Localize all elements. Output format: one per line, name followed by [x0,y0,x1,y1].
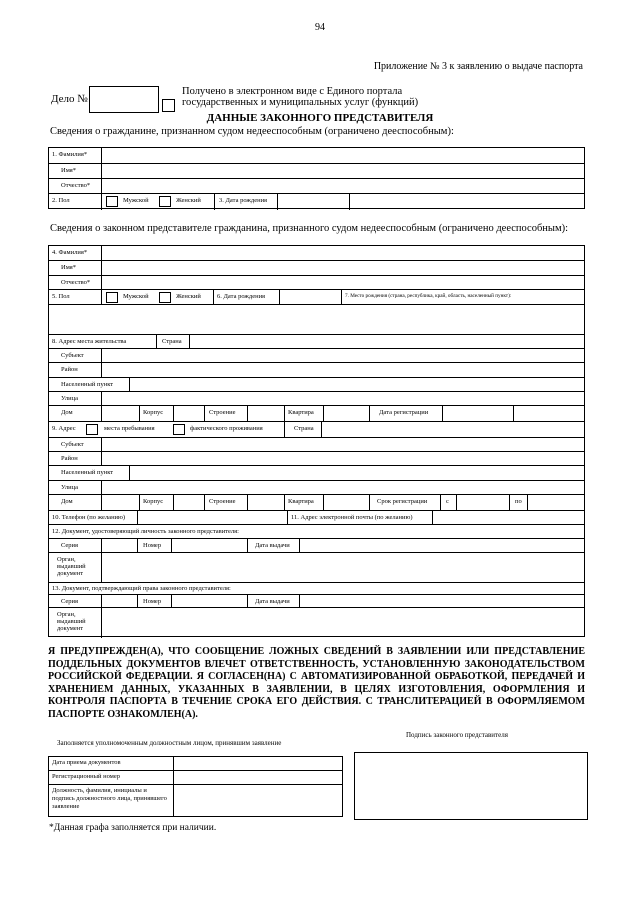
addr9-locality-row [49,465,584,481]
addr9-street-label: Улица [61,484,78,491]
official-position-field[interactable] [174,785,342,816]
doc13-label: 13. Документ, подтверждающий права законного представителя: [52,585,231,592]
addr8-country-label: Страна [162,338,182,345]
rep-surname-label: 4. Фамилия* [52,249,88,256]
addr9-flat-label: Квартира [288,498,314,505]
representative-form [48,245,585,637]
addr8-row [49,334,584,349]
page-number: 94 [315,22,325,33]
doc13-issuer-label: Орган, выдавший документ [57,611,86,632]
name-field[interactable] [102,164,584,179]
addr9-structure-label: Строение [209,498,236,505]
official-position-row [49,784,342,816]
fact-checkbox[interactable] [173,424,185,435]
delo-number-field[interactable] [89,86,159,113]
addr8-street-label: Улица [61,395,78,402]
doc12-date-label: Дата выдачи [255,542,290,549]
addr8-regdate-label: Дата регистрации [379,409,429,416]
rep-male-checkbox[interactable] [106,292,118,303]
form-title: ДАННЫЕ ЗАКОННОГО ПРЕДСТАВИТЕЛЯ [206,112,434,124]
addr9-district-label: Район [61,455,78,462]
official-position-label: Должность, фамилия, инициалы и подпись должностного лица, принявшего заявление [49,785,174,816]
addr8-locality-label: Населенный пункт [61,381,114,388]
portal-text-line-1: Получено в электронном виде с Единого портала [182,86,403,97]
addr9-house-row [49,494,584,511]
addr9-row [49,421,584,438]
name-label: Имя* [61,167,77,174]
addr9-locality-label: Населенный пункт [61,469,114,476]
addr9-house-label: Дом [61,498,73,505]
patronymic-label: Отчество* [61,182,91,189]
addr8-building-label: Корпус [143,409,164,416]
female-label: Женский [176,197,201,204]
section2-heading: Сведения о законном представителе гражданина, признанного судом недееспособным (ограничено дееспособным): [50,223,569,234]
rep-female-checkbox[interactable] [159,292,171,303]
sex-row [49,193,584,210]
dob-label: 3. Дата рождения [219,197,268,204]
portal-text [182,86,418,108]
warning-text: Я ПРЕДУПРЕЖДЕН(А), ЧТО СООБЩЕНИЕ ЛОЖНЫХ СВЕДЕНИЙ В ЗАЯВЛЕНИИ ИЛИ ПРЕДСТАВЛЕНИЕ ПОДДЕЛЬНЫХ ДОКУМЕНТОВ ВЛЕЧЕТ ОТВЕТСТВЕННОСТЬ, УСТАНОВЛЕННУЮ ЗАКОНОДАТЕЛЬСТВОМ РОССИЙСКОЙ ФЕДЕРАЦИИ. Я СОГЛАСЕН(НА) С АВТОМАТИЗИРОВАННОЙ ОБРАБОТКОЙ, ПЕРЕДАЧЕЙ И ХРАНЕНИЕМ ДАННЫХ, УКАЗАННЫХ В ЗАЯВЛЕНИИ, В ЦЕЛЯХ ИЗГОТОВЛЕНИЯ, ОФОРМЛЕНИЯ И КОНТРОЛЯ ПАСПОРТА В ТЕЧЕНИЕ СРОКА ЕГО ДЕЙСТВИЯ. С ТРАНСЛИТЕРАЦИЕЙ В ОФОРМЛЯЕМОМ ПАСПОРТЕ ОЗНАКОМЛЕН(А). [48,646,585,720]
addr9-country-label: Страна [294,425,314,432]
surname-field[interactable] [102,148,584,163]
doc12-issuer-label: Орган, выдавший документ [57,556,86,577]
sex-label: 2. Пол [52,197,70,204]
rep-sex-label: 5. Пол [52,293,70,300]
addr8-subject-row [49,348,584,363]
rep-surname-row [49,246,584,260]
addr9-regperiod-label: Срок регистрации [377,498,428,505]
addr8-flat-label: Квартира [288,409,314,416]
name-row [49,163,584,179]
signature-label: Подпись законного представителя [406,731,508,739]
rep-name-field[interactable] [102,261,584,276]
email-label: 11. Адрес электронной почты (по желанию) [291,514,413,521]
delo-label: Дело № [51,93,88,105]
patronymic-row [49,178,584,194]
addr8-structure-label: Строение [209,409,236,416]
pob-label: 7. Место рождения (страна, республика, край, область, населенный пункт): [345,293,512,299]
addr8-district-row [49,362,584,378]
addr9-subject-label: Субъект [61,441,84,448]
addr8-district-label: Район [61,366,78,373]
section1-heading: Сведения о гражданине, признанном судом недееспособным (ограничено дееспособным): [50,126,454,137]
contacts-row [49,510,584,525]
official-regnum-label: Регистрационный номер [49,771,174,784]
rep-patronymic-row [49,275,584,290]
footnote: *Данная графа заполняется при наличии. [49,823,217,833]
doc12-series-label: Серия [61,542,79,549]
fact-label: фактического проживания [190,425,263,432]
doc13-date-label: Дата выдачи [255,598,290,605]
official-regnum-field[interactable] [174,771,342,784]
addr8-subject-label: Субъект [61,352,84,359]
rep-name-label: Имя* [61,264,77,271]
addr9-label: 9. Адрес [52,425,76,432]
male-checkbox[interactable] [106,196,118,207]
male-label: Мужской [123,197,149,204]
patronymic-field[interactable] [102,179,584,194]
official-regnum-row [49,770,342,784]
addr9-street-row [49,480,584,495]
citizen-form [48,147,585,209]
doc13-series-label: Серия [61,598,79,605]
pob-row[interactable] [49,304,584,335]
doc12-label: 12. Документ, удостоверяющий личность законного представителя: [52,528,239,535]
doc12-series-row [49,538,584,553]
stay-checkbox[interactable] [86,424,98,435]
signature-box[interactable] [354,752,588,820]
addr8-locality-row [49,377,584,392]
addr9-district-row [49,451,584,466]
addr8-label: 8. Адрес места жительства [52,338,127,345]
rep-male-label: Мужской [123,293,149,300]
rep-sex-row [49,289,584,305]
surname-label: 1. Фамилия* [52,151,88,158]
doc12-row [49,524,584,539]
surname-row [49,148,584,163]
doc12-number-label: Номер [143,542,162,549]
official-date-label: Дата приема документов [49,757,174,770]
portal-text-line-2: государственных и муниципальных услуг (функций) [182,97,419,108]
stay-label: места пребывания [104,425,155,432]
doc13-number-label: Номер [143,598,162,605]
rep-name-row [49,260,584,276]
female-checkbox[interactable] [159,196,171,207]
from-label: с [446,498,449,505]
doc13-issuer-row [49,607,584,638]
addr8-street-row [49,391,584,406]
addr8-house-row [49,405,584,422]
to-label: по [515,498,522,505]
rep-dob-label: 6. Дата рождения [217,293,266,300]
rep-patronymic-field[interactable] [102,276,584,290]
rep-female-label: Женский [176,293,201,300]
official-date-field[interactable] [174,757,342,770]
rep-patronymic-label: Отчество* [61,279,91,286]
addr9-subject-row [49,437,584,452]
doc13-series-row [49,594,584,608]
rep-surname-field[interactable] [102,246,584,260]
official-label: Заполняется уполномоченным должностным лицом, принявшим заявление [57,739,282,747]
official-table [48,756,343,817]
annex-title: Приложение № 3 к заявлению о выдаче паспорта [373,61,583,72]
addr9-building-label: Корпус [143,498,164,505]
phone-label: 10. Телефон (по желанию) [52,514,126,521]
portal-checkbox[interactable] [162,99,175,112]
doc12-issuer-row [49,552,584,583]
addr8-house-label: Дом [61,409,73,416]
official-date-row [49,757,342,770]
